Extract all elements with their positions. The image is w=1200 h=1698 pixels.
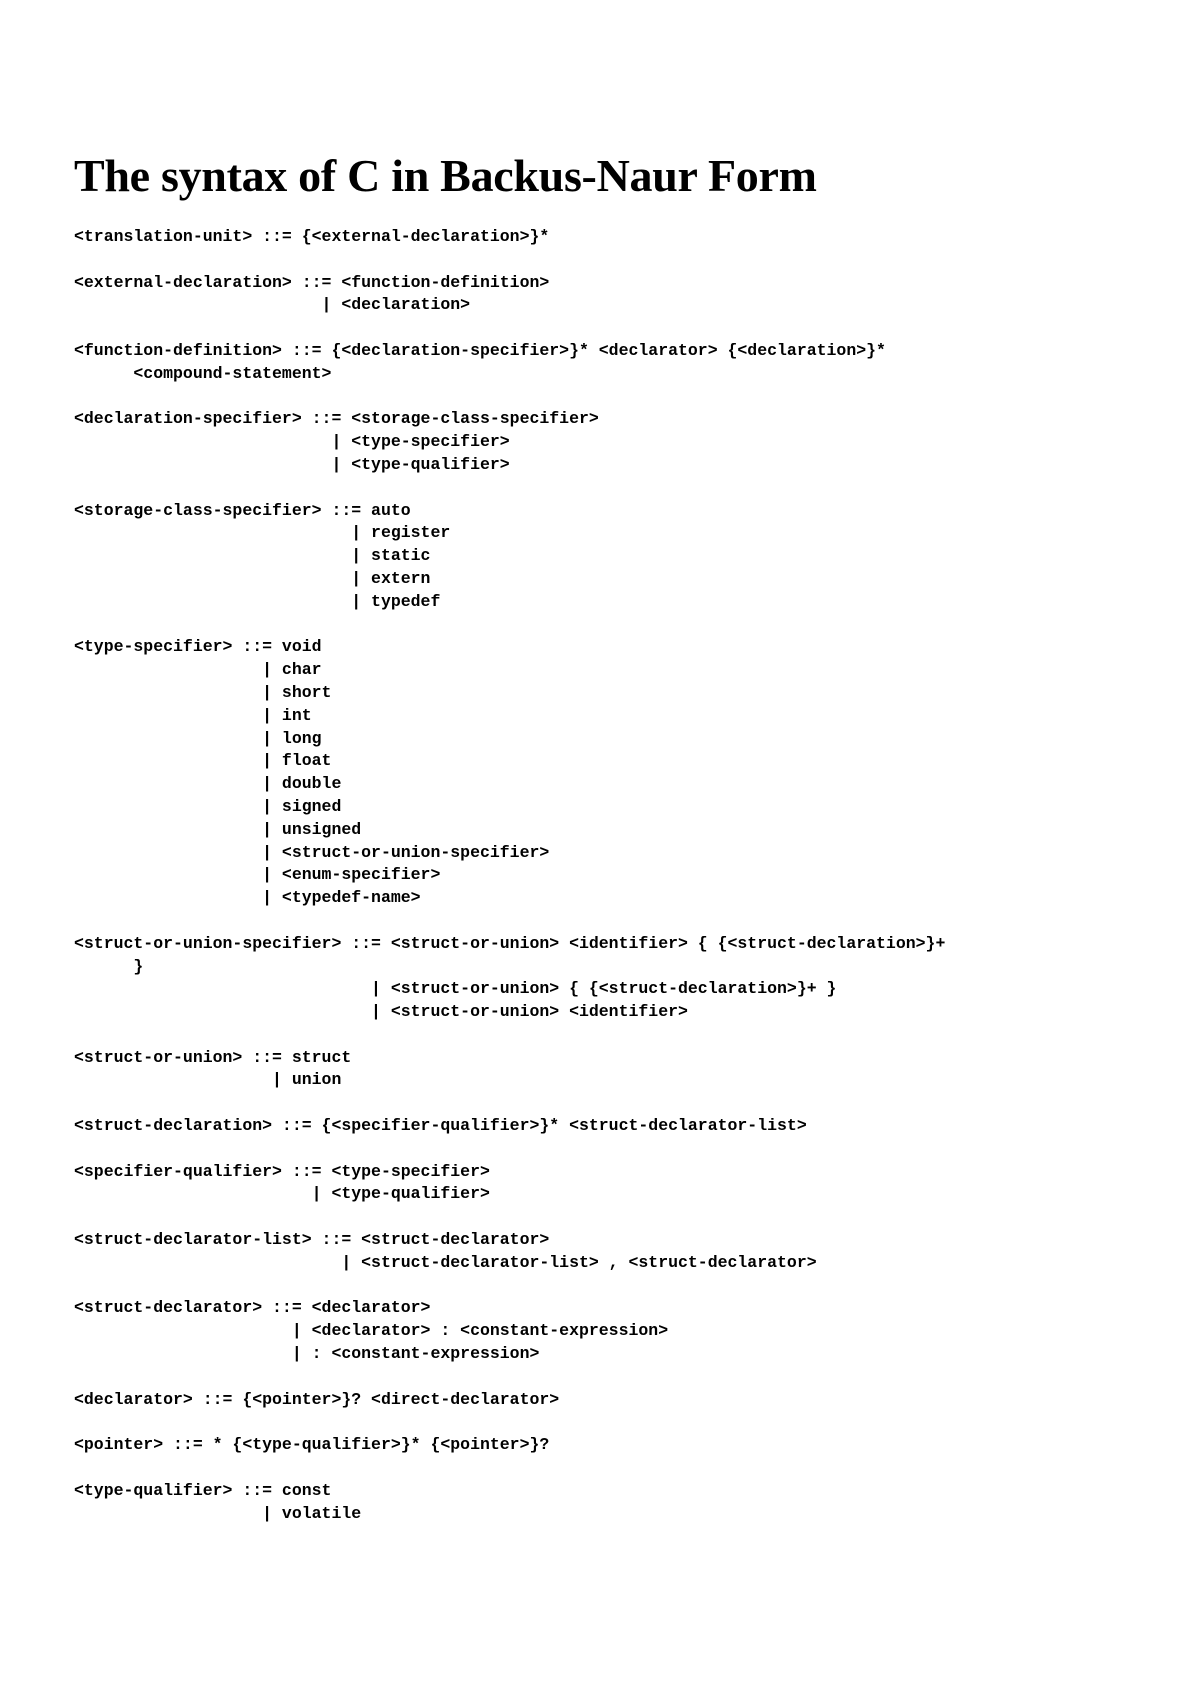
rule-alternative-line: | union: [74, 1070, 342, 1090]
bnf-rule: [74, 1389, 1184, 1412]
rule-definition-line: <struct-or-union> ::= struct: [74, 1047, 352, 1067]
bnf-rule: [74, 933, 1184, 1024]
rule-alternative-line: | <struct-or-union> <identifier>: [74, 1002, 688, 1022]
rule-alternative-line: }: [74, 956, 144, 976]
rule-definition-line: <translation-unit> ::= {<external-declaration>}*: [74, 227, 550, 246]
bnf-rule: [74, 1047, 1184, 1093]
rule-alternative-line: | volatile: [74, 1503, 362, 1523]
rule-alternative-line: | <enum-specifier>: [74, 865, 441, 885]
bnf-rule: [74, 1297, 1184, 1365]
rule-definition-line: <struct-declarator> ::= <declarator>: [74, 1298, 431, 1318]
rule-alternative-line: | signed: [74, 796, 342, 816]
bnf-rule: [74, 1480, 1184, 1526]
bnf-rule: [74, 1434, 1184, 1457]
bnf-grammar: [74, 226, 1184, 1525]
rule-definition-line: <declaration-specifier> ::= <storage-class-specifier>: [74, 409, 599, 429]
rule-alternative-line: | long: [74, 728, 322, 748]
rule-definition-line: <struct-declaration> ::= {<specifier-qualifier>}* <struct-declarator-list>: [74, 1116, 807, 1136]
rule-alternative-line: | typedef: [74, 591, 441, 611]
rule-alternative-line: | double: [74, 774, 342, 794]
rule-definition-line: <struct-or-union-specifier> ::= <struct-or-union> <identifier> { {<struct-declaration>}+: [74, 933, 946, 953]
bnf-rule: [74, 272, 1184, 318]
rule-alternative-line: | <struct-or-union-specifier>: [74, 842, 550, 862]
bnf-rule: [74, 408, 1184, 476]
bnf-rule: [74, 1229, 1184, 1275]
rule-definition-line: <type-qualifier> ::= const: [74, 1480, 332, 1500]
rule-alternative-line: | float: [74, 751, 332, 771]
rule-alternative-line: | short: [74, 682, 332, 702]
rule-alternative-line: | register: [74, 523, 451, 543]
page-title: The syntax of C in Backus-Naur Form: [74, 150, 817, 201]
rule-alternative-line: <compound-statement>: [74, 363, 332, 383]
rule-alternative-line: | <declarator> : <constant-expression>: [74, 1321, 669, 1341]
rule-alternative-line: | unsigned: [74, 819, 362, 839]
rule-alternative-line: | <struct-or-union> { {<struct-declaration>}+ }: [74, 979, 837, 999]
rule-alternative-line: | static: [74, 546, 431, 566]
rule-alternative-line: | int: [74, 705, 312, 725]
rule-definition-line: <declarator> ::= {<pointer>}? <direct-declarator>: [74, 1389, 560, 1409]
bnf-rule: [74, 1161, 1184, 1207]
rule-definition-line: <specifier-qualifier> ::= <type-specifier>: [74, 1161, 490, 1181]
bnf-rule: [74, 500, 1184, 614]
bnf-rule: [74, 636, 1184, 910]
bnf-rule: [74, 340, 1184, 386]
bnf-rule: [74, 226, 1184, 249]
document-page: [74, 148, 1184, 1548]
rule-definition-line: <struct-declarator-list> ::= <struct-declarator>: [74, 1230, 550, 1250]
rule-alternative-line: | <type-qualifier>: [74, 1184, 490, 1204]
rule-alternative-line: | <type-qualifier>: [74, 454, 510, 474]
bnf-rule: [74, 1115, 1184, 1138]
rule-alternative-line: | <type-specifier>: [74, 432, 510, 452]
rule-definition-line: <storage-class-specifier> ::= auto: [74, 500, 411, 520]
rule-alternative-line: | char: [74, 660, 322, 680]
rule-definition-line: <function-definition> ::= {<declaration-specifier>}* <declarator> {<declaration>}*: [74, 340, 886, 360]
rule-alternative-line: | <typedef-name>: [74, 888, 421, 908]
rule-alternative-line: | <struct-declarator-list> , <struct-declarator>: [74, 1252, 817, 1272]
rule-definition-line: <pointer> ::= * {<type-qualifier>}* {<pointer>}?: [74, 1435, 550, 1455]
rule-definition-line: <type-specifier> ::= void: [74, 637, 322, 657]
rule-alternative-line: | : <constant-expression>: [74, 1344, 540, 1364]
rule-alternative-line: | <declaration>: [74, 295, 471, 315]
rule-definition-line: <external-declaration> ::= <function-definition>: [74, 272, 550, 292]
rule-alternative-line: | extern: [74, 568, 431, 588]
